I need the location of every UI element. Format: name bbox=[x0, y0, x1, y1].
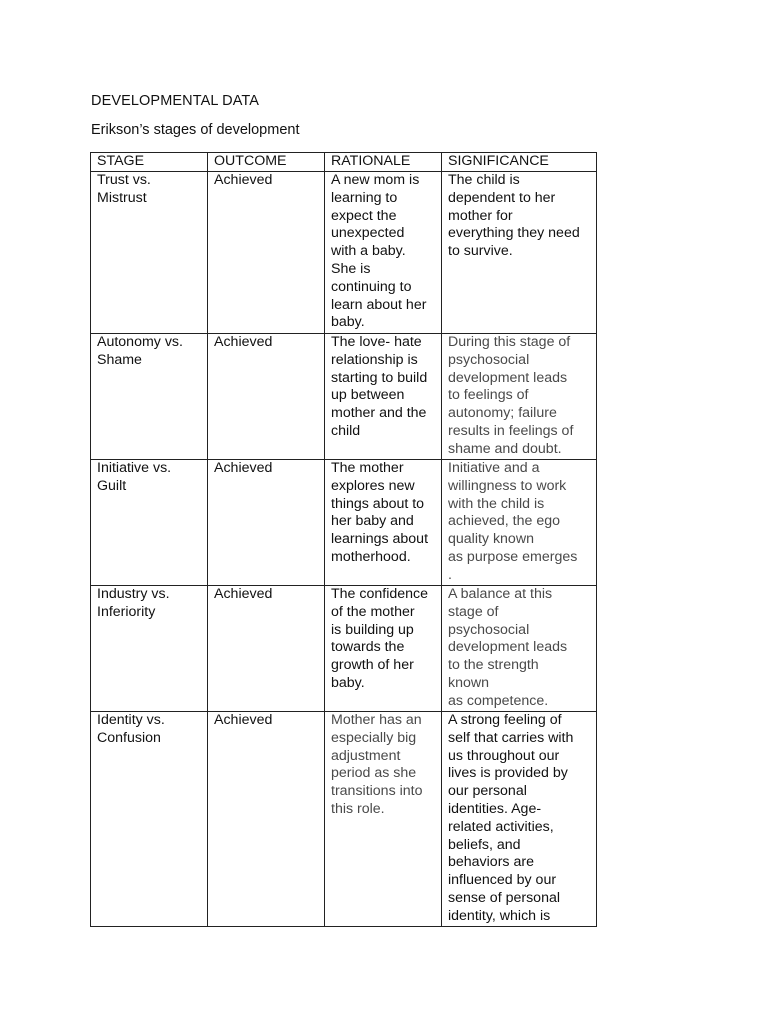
outcome-cell: Achieved bbox=[208, 460, 325, 586]
significance-cell: A strong feeling of self that carries with us throughout our lives is provided by our personal identities. Age- related activities, beliefs, and behaviors are influenced by our sense of personal identity, which is bbox=[442, 712, 597, 927]
document-title: DEVELOPMENTAL DATA bbox=[91, 93, 260, 109]
stage-cell: Initiative vs. Guilt bbox=[91, 460, 208, 586]
header-outcome: OUTCOME bbox=[208, 153, 325, 172]
table-header-row bbox=[91, 153, 597, 172]
rationale-cell: The mother explores new things about to her baby and learnings about motherhood. bbox=[325, 460, 442, 586]
outcome-cell: Achieved bbox=[208, 334, 325, 460]
table-row bbox=[91, 460, 597, 586]
header-rationale: RATIONALE bbox=[325, 153, 442, 172]
rationale-cell: A new mom is learning to expect the unexpected with a baby. She is continuing to learn about her baby. bbox=[325, 172, 442, 334]
stage-cell: Trust vs. Mistrust bbox=[91, 172, 208, 334]
table-row bbox=[91, 172, 597, 334]
significance-cell: Initiative and a willingness to work with the child is achieved, the ego quality known as purpose emerges . bbox=[442, 460, 597, 586]
rationale-cell: The confidence of the mother is building up towards the growth of her baby. bbox=[325, 586, 442, 712]
rationale-cell: Mother has an especially big adjustment period as she transitions into this role. bbox=[325, 712, 442, 927]
significance-cell: During this stage of psychosocial development leads to feelings of autonomy; failure results in feelings of shame and doubt. bbox=[442, 334, 597, 460]
stage-cell: Identity vs. Confusion bbox=[91, 712, 208, 927]
rationale-cell: The love- hate relationship is starting to build up between mother and the child bbox=[325, 334, 442, 460]
header-stage: STAGE bbox=[91, 153, 208, 172]
document-subtitle: Erikson’s stages of development bbox=[91, 122, 300, 138]
outcome-cell: Achieved bbox=[208, 586, 325, 712]
significance-cell: A balance at this stage of psychosocial development leads to the strength known as competence. bbox=[442, 586, 597, 712]
outcome-cell: Achieved bbox=[208, 712, 325, 927]
table-row bbox=[91, 586, 597, 712]
table-row bbox=[91, 712, 597, 927]
erikson-stages-table bbox=[90, 152, 597, 927]
header-significance: SIGNIFICANCE bbox=[442, 153, 597, 172]
significance-cell: The child is dependent to her mother for everything they need to survive. bbox=[442, 172, 597, 334]
stage-cell: Industry vs. Inferiority bbox=[91, 586, 208, 712]
outcome-cell: Achieved bbox=[208, 172, 325, 334]
table-row bbox=[91, 334, 597, 460]
stage-cell: Autonomy vs. Shame bbox=[91, 334, 208, 460]
